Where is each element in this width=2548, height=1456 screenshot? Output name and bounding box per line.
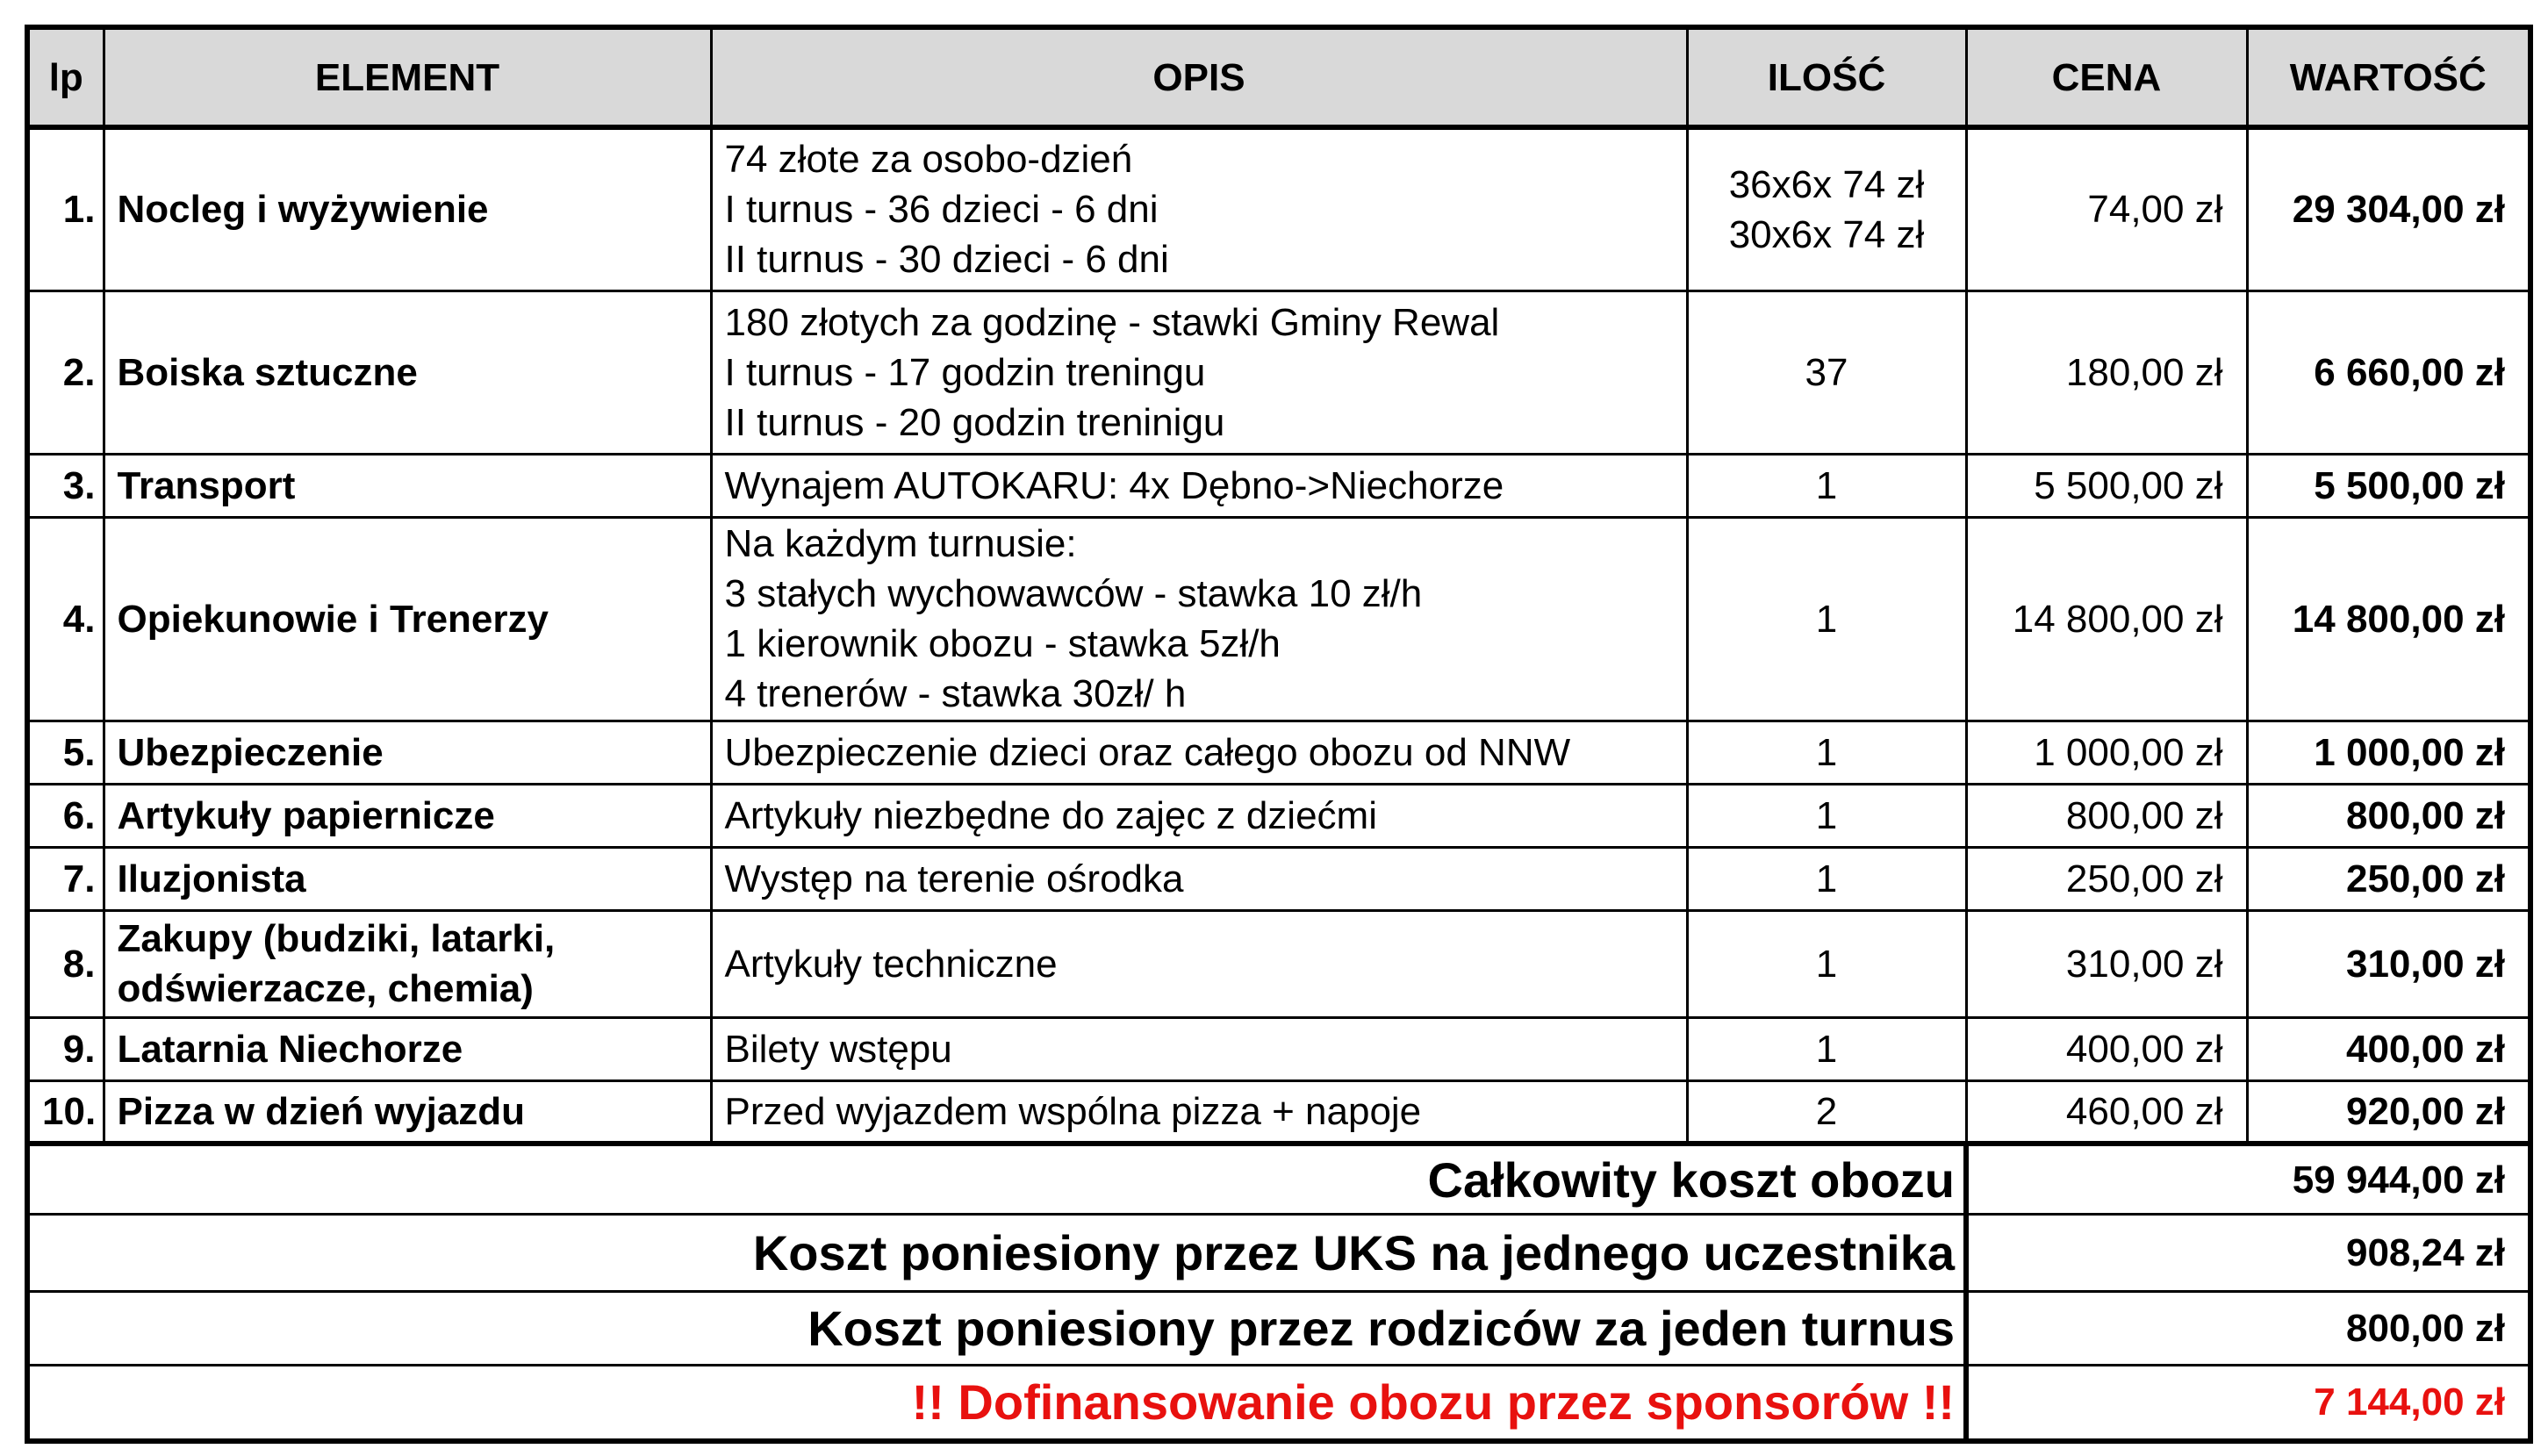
row-quantity: [1687, 454, 1966, 517]
row-description: [711, 1080, 1687, 1144]
table-row: [27, 454, 2530, 517]
table-row: [27, 517, 2530, 721]
table-row: [27, 127, 2530, 290]
row-description: [711, 454, 1687, 517]
summary-label: Koszt poniesiony przez rodziców za jeden turnus: [27, 1292, 1966, 1366]
row-price: 14 800,00 zł: [1966, 517, 2247, 721]
row-value: 920,00 zł: [2247, 1080, 2530, 1144]
row-value: 250,00 zł: [2247, 847, 2530, 910]
row-number: 5.: [27, 721, 104, 784]
row-price: 1 000,00 zł: [1966, 721, 2247, 784]
row-description: [711, 784, 1687, 847]
description-line: Występ na terenie ośrodka: [724, 857, 1184, 900]
quantity-line: 1: [1815, 597, 1838, 641]
row-quantity: [1687, 784, 1966, 847]
summary-label: Koszt poniesiony przez UKS na jednego uczestnika: [27, 1215, 1966, 1292]
summary-row: [27, 1292, 2530, 1366]
table-row: [27, 290, 2530, 454]
description-line: I turnus - 17 godzin treningu: [724, 350, 1206, 394]
row-element: Ubezpieczenie: [104, 721, 711, 784]
quantity-line: 1: [1815, 857, 1838, 900]
row-price: 74,00 zł: [1966, 127, 2247, 290]
row-number: 3.: [27, 454, 104, 517]
row-quantity: [1687, 127, 1966, 290]
row-quantity: [1687, 721, 1966, 784]
row-element: Boiska sztuczne: [104, 290, 711, 454]
quantity-line: 1: [1815, 730, 1838, 774]
items-body: [27, 127, 2530, 1144]
row-quantity: [1687, 290, 1966, 454]
quantity-line: 1: [1815, 793, 1838, 837]
cost-table-container: [25, 25, 2528, 1444]
row-price: 5 500,00 zł: [1966, 454, 2247, 517]
description-line: Artykuły niezbędne do zajęc z dziećmi: [724, 793, 1377, 837]
row-price: 460,00 zł: [1966, 1080, 2247, 1144]
description-line: Przed wyjazdem wspólna pizza + napoje: [724, 1089, 1422, 1133]
description-line: Artykuły techniczne: [724, 942, 1058, 986]
description-line: 4 trenerów - stawka 30zł/ h: [724, 672, 1187, 715]
row-number: 2.: [27, 290, 104, 454]
row-description: [711, 1017, 1687, 1080]
row-element: Opiekunowie i Trenerzy: [104, 517, 711, 721]
header-row: [27, 27, 2530, 127]
header-wartosc: WARTOŚĆ: [2247, 27, 2530, 127]
row-value: 400,00 zł: [2247, 1017, 2530, 1080]
summary-row: [27, 1144, 2530, 1215]
row-element: Pizza w dzień wyjazdu: [104, 1080, 711, 1144]
quantity-line: 1: [1815, 1027, 1838, 1071]
row-price: 180,00 zł: [1966, 290, 2247, 454]
header-element: ELEMENT: [104, 27, 711, 127]
quantity-line: 2: [1815, 1089, 1838, 1133]
row-element: Iluzjonista: [104, 847, 711, 910]
row-description: [711, 290, 1687, 454]
summary-value: 59 944,00 zł: [1966, 1144, 2530, 1215]
row-number: 9.: [27, 1017, 104, 1080]
summary-body: [27, 1144, 2530, 1441]
row-quantity: [1687, 847, 1966, 910]
quantity-line: 1: [1815, 463, 1838, 507]
summary-row: [27, 1215, 2530, 1292]
row-value: 14 800,00 zł: [2247, 517, 2530, 721]
summary-label: !! Dofinansowanie obozu przez sponsorów !!: [27, 1366, 1966, 1441]
row-value: 1 000,00 zł: [2247, 721, 2530, 784]
row-value: 29 304,00 zł: [2247, 127, 2530, 290]
row-value: 5 500,00 zł: [2247, 454, 2530, 517]
table-row: [27, 1017, 2530, 1080]
quantity-line: 36x6x 74 zł: [1728, 162, 1925, 206]
summary-label: Całkowity koszt obozu: [27, 1144, 1966, 1215]
row-description: [711, 517, 1687, 721]
table-row: [27, 784, 2530, 847]
description-line: Na każdym turnusie:: [724, 522, 1077, 565]
row-number: 10.: [27, 1080, 104, 1144]
row-description: [711, 847, 1687, 910]
table-row: [27, 847, 2530, 910]
summary-value: 800,00 zł: [1966, 1292, 2530, 1366]
table-row: [27, 910, 2530, 1017]
description-line: 74 złote za osobo-dzień: [724, 138, 1133, 182]
quantity-line: 30x6x 74 zł: [1728, 212, 1925, 256]
row-number: 4.: [27, 517, 104, 721]
description-line: I turnus - 36 dzieci - 6 dni: [724, 188, 1159, 232]
row-element: Zakupy (budziki, latarki, odświerzacze, chemia): [104, 910, 711, 1017]
summary-row: [27, 1366, 2530, 1441]
description-line: Wynajem AUTOKARU: 4x Dębno->Niechorze: [724, 463, 1504, 507]
camp-cost-table: [25, 25, 2533, 1444]
header-ilosc: ILOŚĆ: [1687, 27, 1966, 127]
row-number: 6.: [27, 784, 104, 847]
row-element: Nocleg i wyżywienie: [104, 127, 711, 290]
description-line: 1 kierownik obozu - stawka 5zł/h: [724, 622, 1281, 665]
summary-value: 7 144,00 zł: [1966, 1366, 2530, 1441]
description-line: 180 złotych za godzinę - stawki Gminy Rewal: [724, 300, 1500, 344]
table-row: [27, 721, 2530, 784]
row-number: 1.: [27, 127, 104, 290]
row-value: 800,00 zł: [2247, 784, 2530, 847]
description-line: II turnus - 30 dzieci - 6 dni: [724, 238, 1169, 282]
row-description: [711, 721, 1687, 784]
row-element: Transport: [104, 454, 711, 517]
description-line: Bilety wstępu: [724, 1027, 952, 1071]
quantity-line: 37: [1805, 350, 1848, 394]
row-description: [711, 127, 1687, 290]
row-price: 400,00 zł: [1966, 1017, 2247, 1080]
row-quantity: [1687, 1080, 1966, 1144]
quantity-line: 1: [1815, 942, 1838, 986]
row-price: 310,00 zł: [1966, 910, 2247, 1017]
row-value: 310,00 zł: [2247, 910, 2530, 1017]
row-price: 800,00 zł: [1966, 784, 2247, 847]
row-number: 7.: [27, 847, 104, 910]
row-quantity: [1687, 910, 1966, 1017]
header-lp: lp: [27, 27, 104, 127]
header-opis: OPIS: [711, 27, 1687, 127]
description-line: II turnus - 20 godzin treninigu: [724, 400, 1225, 444]
summary-value: 908,24 zł: [1966, 1215, 2530, 1292]
description-line: Ubezpieczenie dzieci oraz całego obozu od NNW: [724, 730, 1571, 774]
row-description: [711, 910, 1687, 1017]
table-row: [27, 1080, 2530, 1144]
row-quantity: [1687, 1017, 1966, 1080]
row-quantity: [1687, 517, 1966, 721]
row-element: Latarnia Niechorze: [104, 1017, 711, 1080]
row-price: 250,00 zł: [1966, 847, 2247, 910]
header-cena: CENA: [1966, 27, 2247, 127]
row-value: 6 660,00 zł: [2247, 290, 2530, 454]
row-element: Artykuły papiernicze: [104, 784, 711, 847]
description-line: 3 stałych wychowawców - stawka 10 zł/h: [724, 572, 1423, 615]
row-number: 8.: [27, 910, 104, 1017]
